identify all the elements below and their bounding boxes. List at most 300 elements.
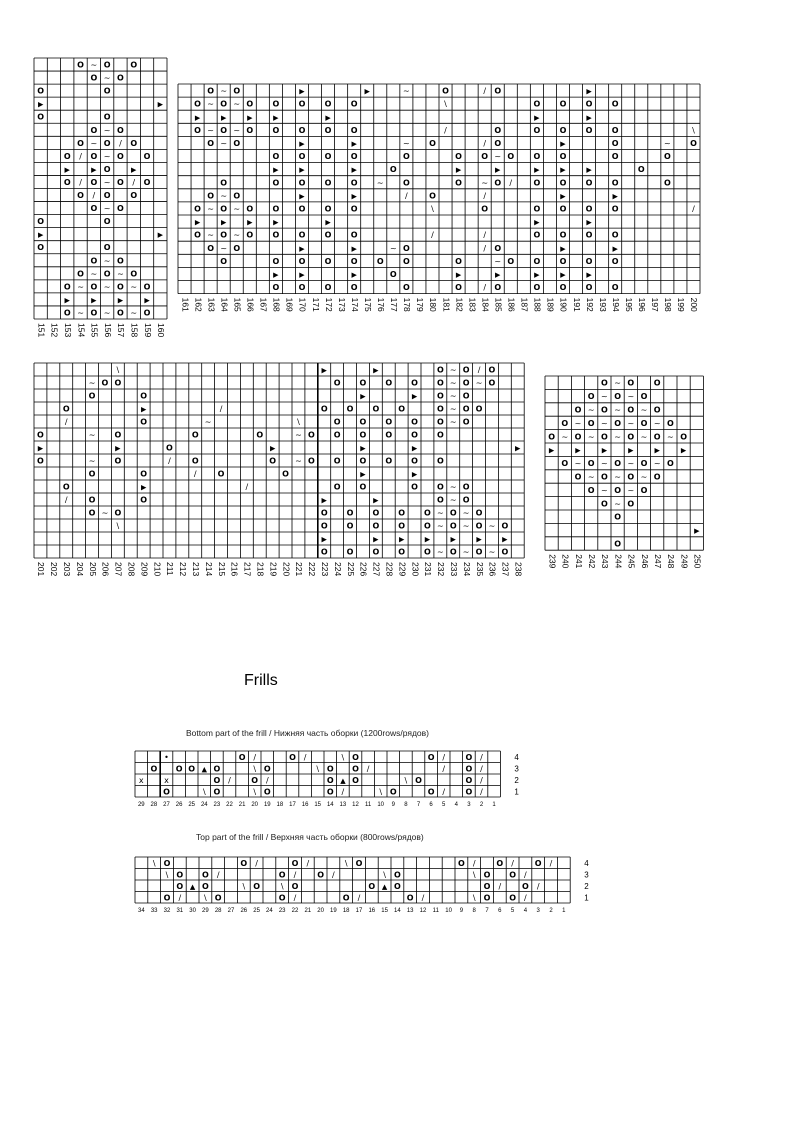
stitch-symbol: / (442, 787, 446, 797)
stitch-symbol: ▶ (360, 444, 366, 453)
stitch-symbol: ▶ (220, 218, 227, 227)
stitch-symbol: ▶ (502, 535, 508, 544)
stitch-symbol: O (333, 456, 341, 466)
stitch-symbol: O (103, 243, 111, 253)
stitch-symbol: O (333, 482, 341, 492)
stitch-symbol: O (175, 764, 183, 774)
stitch-symbol: \ (253, 764, 257, 774)
stitch-symbol: O (436, 430, 444, 440)
stitch-symbol: O (63, 151, 71, 161)
stitch-symbol: ~ (561, 432, 569, 442)
stitch-symbol: O (320, 547, 328, 557)
column-number: 176 (376, 297, 387, 312)
stitch-symbol: O (298, 152, 306, 162)
stitch-symbol: ▶ (140, 405, 147, 414)
stitch-symbol: O (272, 256, 280, 266)
stitch-symbol: O (663, 178, 671, 188)
stitch-symbol: O (63, 177, 71, 187)
stitch-symbol: O (521, 881, 529, 891)
column-number: 174 (349, 297, 360, 312)
stitch-symbol: O (574, 472, 582, 482)
stitch-symbol: O (220, 99, 228, 109)
stitch-symbol: / (483, 230, 487, 240)
stitch-symbol: O (501, 547, 509, 557)
stitch-symbol: O (114, 456, 122, 466)
stitch-symbol: O (307, 456, 315, 466)
stitch-symbol: ▶ (299, 139, 305, 148)
stitch-symbol: O (194, 204, 201, 214)
column-number: 242 (586, 554, 597, 569)
column-number: 18 (342, 908, 350, 914)
column-number: 165 (232, 297, 243, 312)
stitch-symbol: ~ (614, 499, 621, 509)
column-number: 226 (358, 562, 369, 577)
column-number: 199 (676, 297, 687, 312)
stitch-symbol: O (278, 893, 286, 903)
stitch-symbol: ▶ (269, 444, 276, 453)
stitch-symbol: / (480, 764, 483, 774)
stitch-symbol: ▶ (37, 100, 44, 109)
stitch-symbol: O (501, 521, 509, 531)
stitch-symbol: ~ (627, 485, 635, 495)
stitch-symbol: O (587, 485, 595, 495)
column-number: 26 (175, 802, 183, 808)
stitch-symbol: ▲ (201, 765, 207, 774)
stitch-symbol: O (324, 99, 332, 109)
stitch-symbol: ▶ (495, 166, 501, 175)
stitch-symbol: ~ (117, 269, 124, 279)
column-number: 21 (238, 802, 246, 808)
stitch-symbol: O (585, 178, 593, 188)
stitch-symbol: O (389, 165, 397, 175)
stitch-symbol: / (303, 752, 307, 762)
stitch-symbol: ▶ (299, 166, 305, 175)
stitch-symbol: O (359, 417, 367, 427)
column-number: 13 (339, 802, 347, 808)
column-number: 155 (89, 323, 100, 338)
column-number: 212 (178, 562, 189, 577)
stitch-symbol: O (424, 508, 431, 518)
stitch-symbol: O (559, 256, 567, 266)
row-number: 4 (584, 858, 589, 868)
stitch-symbol: O (533, 230, 541, 240)
stitch-symbol: O (627, 472, 635, 482)
stitch-symbol: / (64, 417, 68, 427)
column-number: 15 (314, 802, 322, 808)
stitch-symbol: O (117, 256, 124, 266)
stitch-symbol: O (130, 269, 138, 279)
stitch-symbol: O (372, 404, 380, 414)
stitch-symbol: / (92, 191, 96, 201)
stitch-symbol: \ (379, 787, 383, 797)
column-number: 244 (613, 554, 624, 569)
stitch-symbol: ▶ (351, 244, 357, 253)
stitch-symbol: O (263, 764, 271, 774)
stitch-symbol: O (103, 86, 111, 96)
stitch-symbol: O (494, 138, 502, 148)
stitch-symbol: ~ (103, 204, 111, 214)
column-number: 209 (139, 562, 150, 577)
stitch-symbol: ▶ (586, 166, 592, 175)
stitch-symbol: ~ (640, 432, 648, 442)
stitch-symbol: ~ (587, 405, 595, 415)
column-number: 17 (355, 908, 363, 914)
stitch-symbol: O (436, 456, 444, 466)
column-number: 13 (406, 908, 414, 914)
column-number: 240 (560, 554, 571, 569)
stitch-symbol: O (350, 99, 358, 109)
stitch-symbol: O (117, 308, 124, 318)
stitch-symbol: O (600, 432, 608, 442)
stitch-symbol: / (536, 881, 540, 891)
column-number: 7 (416, 802, 421, 808)
stitch-symbol: O (117, 282, 124, 292)
stitch-symbol: ▶ (455, 166, 462, 175)
stitch-symbol: ▶ (534, 270, 540, 279)
stitch-symbol: ▶ (360, 392, 366, 401)
stitch-symbol: O (37, 112, 45, 122)
stitch-symbol: O (611, 230, 619, 240)
column-number: 167 (258, 297, 269, 312)
stitch-symbol: O (140, 417, 148, 427)
stitch-symbol: ~ (220, 138, 228, 148)
stitch-symbol: ▶ (157, 231, 164, 240)
stitch-symbol: ▶ (91, 165, 97, 174)
column-number: 239 (547, 554, 558, 569)
stitch-symbol: O (194, 99, 201, 109)
stitch-symbol: O (150, 764, 158, 774)
stitch-symbol: ~ (475, 378, 483, 388)
column-number: 16 (368, 908, 376, 914)
stitch-symbol: \ (204, 893, 207, 903)
stitch-symbol: O (533, 204, 541, 214)
stitch-symbol: O (372, 547, 380, 557)
stitch-symbol: ~ (207, 230, 214, 240)
stitch-symbol: / (524, 893, 527, 903)
stitch-symbol: O (494, 86, 502, 96)
chart-part-239-250 (545, 376, 703, 569)
stitch-symbol: O (256, 430, 264, 440)
stitch-symbol: ▶ (411, 444, 418, 453)
stitch-symbol: O (324, 152, 332, 162)
stitch-symbol: \ (152, 858, 156, 868)
stitch-symbol: O (194, 230, 201, 240)
stitch-symbol: O (507, 256, 515, 266)
stitch-symbol: / (119, 138, 122, 148)
stitch-symbol: ~ (103, 151, 111, 161)
stitch-symbol: / (431, 230, 434, 240)
stitch-symbol: O (411, 378, 418, 388)
stitch-symbol: \ (316, 764, 320, 774)
stitch-symbol: O (427, 752, 435, 762)
column-number: 219 (268, 562, 279, 577)
stitch-symbol: ▶ (325, 113, 331, 122)
stitch-symbol: O (600, 472, 608, 482)
column-number: 249 (679, 554, 690, 569)
stitch-symbol: O (88, 508, 96, 518)
stitch-symbol: ▶ (37, 231, 44, 240)
stitch-symbol: O (326, 775, 334, 785)
column-number: 24 (266, 908, 273, 914)
stitch-symbol: ~ (614, 472, 621, 482)
stitch-symbol: O (359, 456, 367, 466)
stitch-symbol: O (559, 230, 567, 240)
column-number: 162 (193, 297, 204, 312)
stitch-symbol: ~ (601, 485, 608, 495)
stitch-symbol: O (298, 256, 306, 266)
stitch-symbol: O (346, 508, 354, 518)
column-number: 26 (240, 908, 248, 914)
column-number: 22 (226, 802, 233, 808)
stitch-symbol: ▶ (534, 113, 540, 122)
stitch-symbol: O (355, 858, 363, 868)
stitch-symbol: O (77, 60, 84, 70)
row-number: 1 (584, 893, 589, 903)
stitch-symbol: O (534, 858, 542, 868)
column-number: 198 (663, 297, 674, 312)
stitch-symbol: O (455, 178, 462, 188)
stitch-symbol: O (289, 752, 296, 762)
stitch-symbol: ~ (488, 521, 496, 531)
column-number: 2 (479, 802, 484, 808)
column-number: 1 (562, 908, 566, 914)
stitch-symbol: O (614, 512, 622, 522)
stitch-symbol: O (402, 283, 410, 293)
column-number: 168 (271, 297, 282, 312)
column-number: 189 (545, 297, 556, 312)
column-number: 216 (229, 562, 240, 577)
stitch-symbol: O (324, 178, 332, 188)
stitch-symbol: O (278, 870, 286, 880)
stitch-symbol: O (63, 308, 71, 318)
stitch-symbol: ~ (90, 138, 98, 148)
stitch-symbol: O (298, 204, 306, 214)
stitch-symbol: ~ (220, 86, 228, 96)
stitch-symbol: ▶ (398, 535, 405, 544)
column-number: 190 (558, 297, 569, 312)
stitch-symbol: O (462, 404, 470, 414)
column-number: 1 (492, 802, 496, 808)
stitch-symbol: O (359, 482, 367, 492)
stitch-symbol: O (402, 256, 410, 266)
stitch-symbol: / (692, 204, 695, 214)
stitch-symbol: ~ (88, 456, 96, 466)
stitch-symbol: ~ (601, 392, 608, 402)
stitch-symbol: ▶ (360, 470, 366, 479)
stitch-symbol: ▶ (247, 218, 253, 227)
stitch-symbol: O (436, 378, 444, 388)
stitch-symbol: ▶ (64, 165, 70, 174)
column-number: 171 (310, 297, 321, 312)
stitch-symbol: O (240, 858, 248, 868)
stitch-symbol: O (207, 243, 215, 253)
stitch-symbol: O (483, 870, 491, 880)
column-number: 247 (652, 554, 663, 569)
stitch-symbol: O (436, 365, 444, 375)
column-number: 193 (597, 297, 608, 312)
stitch-symbol: ▶ (560, 270, 566, 279)
stitch-symbol: / (498, 881, 502, 891)
stitch-symbol: ~ (664, 138, 671, 148)
column-number: 177 (389, 297, 400, 312)
stitch-symbol: O (90, 73, 98, 83)
column-number: 235 (474, 562, 485, 577)
stitch-symbol: O (406, 893, 414, 903)
stitch-symbol: O (653, 472, 661, 482)
stitch-symbol: O (494, 283, 502, 293)
stitch-symbol: O (690, 138, 697, 148)
stitch-symbol: O (320, 521, 328, 531)
stitch-symbol: O (587, 392, 595, 402)
stitch-symbol: O (585, 283, 593, 293)
stitch-symbol: ~ (574, 418, 582, 428)
stitch-symbol: O (585, 204, 593, 214)
column-number: 217 (242, 562, 253, 577)
stitch-symbol: O (140, 391, 148, 401)
column-number: 200 (689, 297, 700, 312)
stitch-symbol: \ (692, 125, 695, 135)
column-number: 10 (377, 802, 385, 808)
chart-part-151-160 (34, 58, 167, 337)
stitch-symbol: ▶ (373, 366, 379, 375)
stitch-symbol: O (666, 459, 674, 469)
stitch-symbol: ▶ (194, 218, 201, 227)
stitch-symbol: O (324, 125, 332, 135)
column-number: 27 (227, 908, 235, 914)
stitch-symbol: ▶ (37, 444, 44, 453)
stitch-symbol: O (246, 230, 254, 240)
stitch-symbol: O (117, 73, 124, 83)
stitch-symbol: O (561, 459, 569, 469)
stitch-symbol: ~ (494, 256, 502, 266)
stitch-symbol: O (350, 256, 358, 266)
stitch-symbol: O (637, 165, 645, 175)
stitch-symbol: O (140, 495, 148, 505)
column-number: 204 (74, 562, 85, 577)
stitch-symbol: O (455, 283, 462, 293)
stitch-symbol: O (90, 151, 98, 161)
stitch-symbol: O (475, 521, 483, 531)
stitch-symbol: O (627, 499, 635, 509)
stitch-symbol: ▶ (299, 270, 305, 279)
stitch-symbol: ~ (207, 99, 214, 109)
stitch-symbol: ▶ (299, 87, 305, 96)
stitch-symbol: O (251, 775, 259, 785)
stitch-symbol: ~ (449, 495, 457, 505)
column-number: 16 (301, 802, 309, 808)
column-number: 201 (36, 562, 47, 577)
stitch-symbol: ~ (614, 432, 621, 442)
stitch-symbol: / (265, 775, 269, 785)
stitch-symbol: O (462, 495, 470, 505)
stitch-symbol: O (627, 378, 635, 388)
stitch-symbol: O (272, 152, 280, 162)
column-number: 213 (191, 562, 201, 577)
stitch-symbol: O (101, 378, 109, 388)
stitch-symbol: ~ (88, 430, 96, 440)
stitch-symbol: O (269, 456, 277, 466)
stitch-symbol: ~ (627, 418, 635, 428)
stitch-symbol: ▶ (273, 270, 279, 279)
stitch-symbol: ▶ (450, 535, 456, 544)
stitch-symbol: / (442, 764, 446, 774)
stitch-symbol: O (411, 456, 418, 466)
stitch-symbol: O (176, 881, 184, 891)
column-number: 215 (216, 562, 227, 577)
stitch-symbol: O (653, 405, 661, 415)
stitch-symbol: O (90, 125, 98, 135)
stitch-symbol: O (475, 547, 483, 557)
column-number: 183 (467, 297, 478, 312)
stitch-symbol: ~ (653, 459, 661, 469)
column-number: 181 (441, 297, 452, 312)
stitch-symbol: O (653, 432, 661, 442)
stitch-symbol: O (233, 243, 241, 253)
stitch-symbol: O (143, 282, 151, 292)
stitch-symbol: / (306, 858, 310, 868)
stitch-symbol: ▲ (340, 776, 346, 785)
stitch-symbol: / (193, 469, 197, 479)
stitch-symbol: O (449, 521, 457, 531)
stitch-symbol: O (37, 456, 44, 466)
stitch-symbol: ▶ (515, 444, 521, 453)
stitch-symbol: ▶ (411, 392, 418, 401)
stitch-symbol: O (611, 283, 619, 293)
column-number: 220 (281, 562, 292, 577)
column-number: 9 (459, 908, 464, 914)
stitch-symbol: O (350, 204, 358, 214)
stitch-symbol: O (462, 482, 470, 492)
column-number: 20 (251, 802, 259, 808)
stitch-symbol: O (462, 391, 470, 401)
stitch-symbol: O (114, 378, 122, 388)
stitch-symbol: ▶ (586, 113, 592, 122)
stitch-symbol: ~ (207, 125, 214, 135)
column-number: 14 (326, 802, 334, 808)
stitch-symbol: O (88, 469, 96, 479)
stitch-symbol: ▶ (628, 446, 634, 455)
stitch-symbol: ~ (77, 282, 84, 292)
column-number: 29 (137, 802, 145, 808)
stitch-symbol: O (213, 775, 221, 785)
stitch-symbol: O (585, 256, 593, 266)
column-number: 25 (253, 908, 260, 914)
stitch-symbol: O (436, 495, 444, 505)
stitch-symbol: ~ (449, 365, 457, 375)
stitch-symbol: O (385, 430, 393, 440)
stitch-symbol: O (317, 870, 325, 880)
stitch-symbol: O (37, 86, 45, 96)
stitch-symbol: O (389, 269, 397, 279)
column-number: 7 (485, 908, 489, 914)
stitch-symbol: O (481, 204, 489, 214)
stitch-symbol: ~ (103, 282, 111, 292)
stitch-symbol: O (359, 378, 367, 388)
row-number: 3 (584, 870, 589, 880)
stitch-symbol: O (600, 405, 608, 415)
stitch-symbol: ▶ (560, 244, 566, 253)
stitch-symbol: O (587, 459, 595, 469)
stitch-symbol: O (600, 378, 608, 388)
column-number: 224 (332, 562, 343, 577)
column-number: 17 (289, 802, 296, 808)
column-number: 18 (276, 802, 284, 808)
frill-top-chart (135, 857, 589, 914)
stitch-symbol: O (130, 60, 138, 70)
column-number: 22 (291, 908, 299, 914)
column-number: 197 (650, 297, 661, 312)
stitch-symbol: \ (165, 870, 169, 880)
